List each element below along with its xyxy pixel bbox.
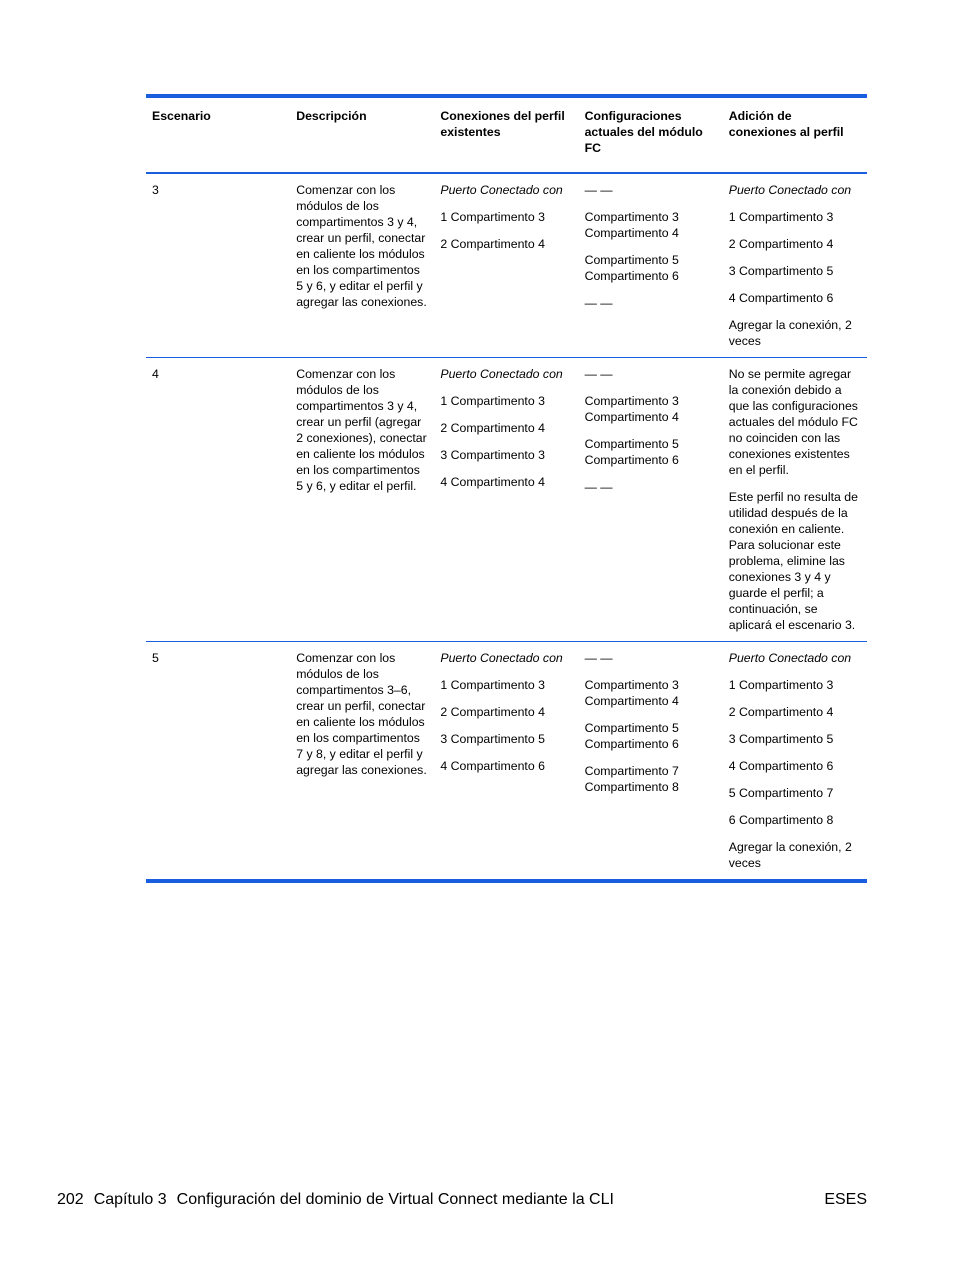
connection-line: 4 Compartimento 6: [440, 759, 545, 773]
scenario-cell: 5: [152, 651, 159, 665]
connection-note: No se permite agregar la conexión debido a que las configuraciones actuales del módulo FC no coinciden con las conexiones existentes en el perfil.: [728, 367, 858, 477]
table-row: [146, 642, 867, 879]
config-line: — —: [584, 480, 613, 494]
scenario-cell: 3: [152, 183, 159, 197]
port-header-label: Puerto Conectado con: [440, 651, 563, 665]
connection-note: Agregar la conexión, 2 veces: [728, 840, 852, 870]
config-line: — —: [584, 367, 613, 381]
connection-note: Este perfil no resulta de utilidad después de la conexión en caliente. Para solucionar este problema, elimine las conexiones 3 y 4 y guarde el perfil; a continuación, se aplicará el escenario 3.: [728, 490, 858, 632]
connection-line: 1 Compartimento 3: [728, 210, 834, 224]
config-line: Compartimento 3 Compartimento 4: [584, 210, 679, 240]
config-line: Compartimento 5 Compartimento 6: [584, 721, 679, 751]
connection-line: 4 Compartimento 4: [440, 475, 545, 489]
description-cell: Comenzar con los módulos de los compartimentos 3–6, crear un perfil, conectar en caliente los módulos en los compartimentos 7 y 8, y editar el perfil y agregar las conexiones.: [296, 651, 427, 777]
header-adicion-conexiones: Adición de conexiones al perfil: [728, 109, 844, 139]
config-line: Compartimento 5 Compartimento 6: [584, 253, 679, 283]
page-number: 202: [57, 1191, 84, 1208]
description-cell: Comenzar con los módulos de los compartimentos 3 y 4, crear un perfil (agregar 2 conexiones), conectar en caliente los módulos en los compartimentos 5 y 6, y editar el perfil.: [296, 367, 427, 493]
scenario-cell: 4: [152, 367, 159, 381]
config-line: — —: [584, 183, 613, 197]
table-header: [146, 98, 867, 174]
table-row: [146, 358, 867, 642]
connection-line: 2 Compartimento 4: [440, 705, 545, 719]
connection-line: 2 Compartimento 4: [440, 237, 545, 251]
config-line: Compartimento 7 Compartimento 8: [584, 764, 679, 794]
connection-line: 2 Compartimento 4: [440, 421, 545, 435]
connection-line: 1 Compartimento 3: [440, 210, 545, 224]
header-descripcion: Descripción: [296, 109, 367, 123]
page-footer: [57, 1191, 867, 1209]
config-line: Compartimento 3 Compartimento 4: [584, 394, 679, 424]
config-line: — —: [584, 296, 613, 310]
port-header-label: Puerto Conectado con: [440, 183, 563, 197]
port-header-label: Puerto Conectado con: [440, 367, 563, 381]
config-line: Compartimento 3 Compartimento 4: [584, 678, 679, 708]
existing-connections-cell: [434, 358, 578, 641]
header-conexiones-existentes: Conexiones del perfil existentes: [440, 109, 565, 139]
added-connections-cell: [723, 642, 867, 879]
connection-line: 2 Compartimento 4: [728, 237, 834, 251]
current-config-cell: [579, 174, 723, 357]
chapter-label: Capítulo 3: [93, 1191, 167, 1208]
connection-line: 1 Compartimento 3: [440, 678, 545, 692]
connection-line: 4 Compartimento 6: [728, 759, 834, 773]
current-config-cell: [579, 358, 723, 641]
connection-line: 3 Compartimento 5: [440, 732, 545, 746]
connection-line: 5 Compartimento 7: [728, 786, 834, 800]
footer-left: [57, 1191, 624, 1209]
added-connections-cell: [723, 174, 867, 357]
description-cell: Comenzar con los módulos de los compartimentos 3 y 4, crear un perfil, conectar en caliente los módulos en los compartimentos 5 y 6, y editar el perfil y agregar las conexiones.: [296, 183, 427, 309]
locale-code: ESES: [824, 1191, 867, 1208]
existing-connections-cell: [434, 642, 578, 879]
header-escenario: Escenario: [152, 109, 211, 123]
existing-connections-cell: [434, 174, 578, 357]
current-config-cell: [579, 642, 723, 879]
config-line: — —: [584, 651, 613, 665]
connection-line: 6 Compartimento 8: [728, 813, 834, 827]
scenario-table: [146, 94, 867, 883]
connection-note: Agregar la conexión, 2 veces: [728, 318, 852, 348]
connection-line: 2 Compartimento 4: [728, 705, 834, 719]
connection-line: 4 Compartimento 6: [728, 291, 834, 305]
chapter-title: Configuración del dominio de Virtual Connect mediante la CLI: [176, 1191, 614, 1208]
connection-line: 3 Compartimento 5: [728, 264, 834, 278]
connection-line: 3 Compartimento 5: [728, 732, 834, 746]
connection-line: 1 Compartimento 3: [728, 678, 834, 692]
connection-line: 1 Compartimento 3: [440, 394, 545, 408]
header-configuraciones-actuales: Configuraciones actuales del módulo FC: [584, 109, 703, 155]
connection-line: 3 Compartimento 3: [440, 448, 545, 462]
config-line: Compartimento 5 Compartimento 6: [584, 437, 679, 467]
port-header-label: Puerto Conectado con: [728, 183, 852, 197]
table-row: [146, 174, 867, 358]
added-connections-cell: [723, 358, 867, 641]
port-header-label: Puerto Conectado con: [728, 651, 852, 665]
